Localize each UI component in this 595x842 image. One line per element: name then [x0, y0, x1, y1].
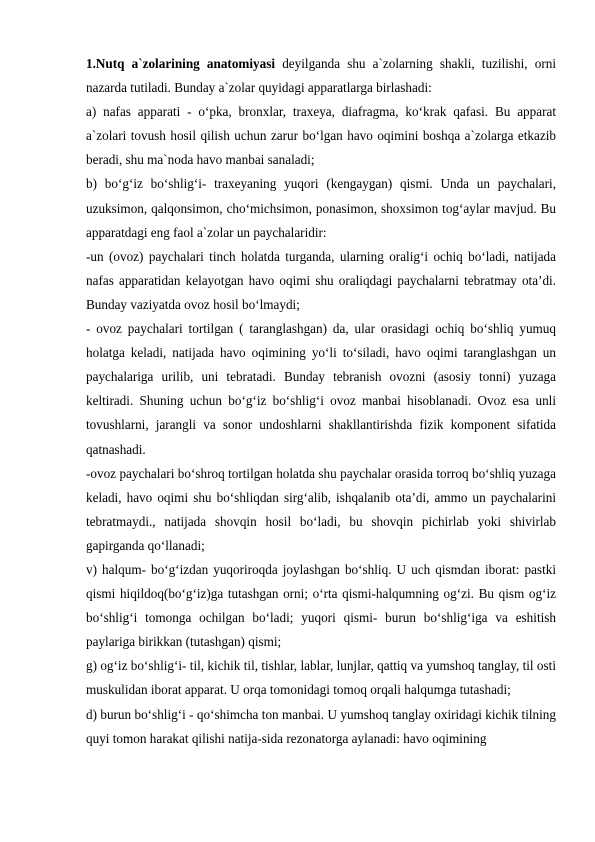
paragraph-vocal-cords-at-rest: -un (ovoz) paychalari tinch holatda turganda, ularning oralig‘i ochiq bo‘ladi, natijada nafas apparatidan kelayotgan havo oqimi shu oraliqdagi paychalarni tebratmay ota’di. Bunday vaziyatda ovoz hosil bo‘lmaydi;: [86, 248, 556, 312]
paragraph-nasal-cavity: d) burun bo‘shlig‘i - qo‘shimcha ton manbai. U yumshoq tanglay oxiridagi kichik tilning quyi tomon harakat qilishi natija-sida rezonatorga aylanadi: havo oqimining: [86, 706, 556, 746]
paragraph-respiratory-apparatus: a) nafas apparati - o‘pka, bronxlar, traxeya, diafragma, ko‘krak qafasi. Bu apparat a`zolari tovush hosil qilish uchun zarur bo‘lgan havo oqimini boshqa a`zolarga etkazib beradi, shu ma`noda havo manbai sanaladi;: [86, 104, 556, 168]
paragraph-pharynx: v) halqum- bo‘g‘izdan yuqoriroqda joylashgan bo‘shliq. U uch qismdan iborat: pastki qismi hiqildoq(bo‘g‘iz)ga tutashgan orni; o‘rta qismi-halqumning og‘zi. Bu qism og‘iz bo‘shlig‘i tomonga ochilgan bo‘ladi; yuqori qismi- burun bo‘shlig‘iga va eshitish paylariga birikkan (tutashgan) qismi;: [86, 561, 556, 650]
paragraph-text: deyilganda shu a`zolarning shakli, tuzilishi, orni nazarda tutiladi. Bunday a`zolar quyidagi apparatlarga birlashadi:: [86, 56, 556, 96]
paragraph-speech-organs-anatomy: [86, 52, 556, 100]
paragraph-vocal-cords-loose: -ovoz paychalari bo‘shroq tortilgan holatda shu paychalar orasida torroq bo‘shliq yuzaga keladi, havo oqimi shu bo‘shliqdan sirg‘alib, ishqalanib ota’di, ammo un paychalarini tebratmaydi., natijada shovqin hosil bo‘ladi, bu shovqin pichirlab yoki shivirlab gapirganda qo‘llanadi;: [86, 465, 556, 553]
document-page: [86, 52, 556, 751]
section-heading: 1.Nutq a`zolarining anatomiyasi: [86, 56, 276, 71]
paragraph-oral-cavity: g) og‘iz bo‘shlig‘i- til, kichik til, tishlar, lablar, lunjlar, qattiq va yumshoq tanglay, til osti muskulidan iborat apparat. U orqa tomonidagi tomoq orqali halqumga tutashadi;: [86, 658, 556, 698]
paragraph-larynx-cavity: b) bo‘g‘iz bo‘shlig‘i- traxeyaning yuqori (kengaygan) qismi. Unda un paychalari, uzuksimon, qalqonsimon, cho‘michsimon, ponasimon, shoxsimon tog‘aylar mavjud. Bu apparatdagi eng faol a`zolar un paychalaridir:: [86, 176, 556, 240]
paragraph-vocal-cords-tensed: - ovoz paychalari tortilgan ( taranglashgan) da, ular orasidagi ochiq bo‘shliq yumuq holatga keladi, natijada havo oqimining yo‘li to‘siladi, havo oqimi taranglashgan un paychalariga urilib, uni tebratadi. Bunday tebranish ovozni (asosiy tonni) yuzaga keltiradi. Shuning uchun bo‘g‘iz bo‘shlig‘i ovoz manbai hisoblanadi. Ovoz esa unli tovushlarni, jarangli va sonor undoshlarni shakllantirishda fizik komponent sifatida qatnashadi.: [86, 321, 556, 457]
